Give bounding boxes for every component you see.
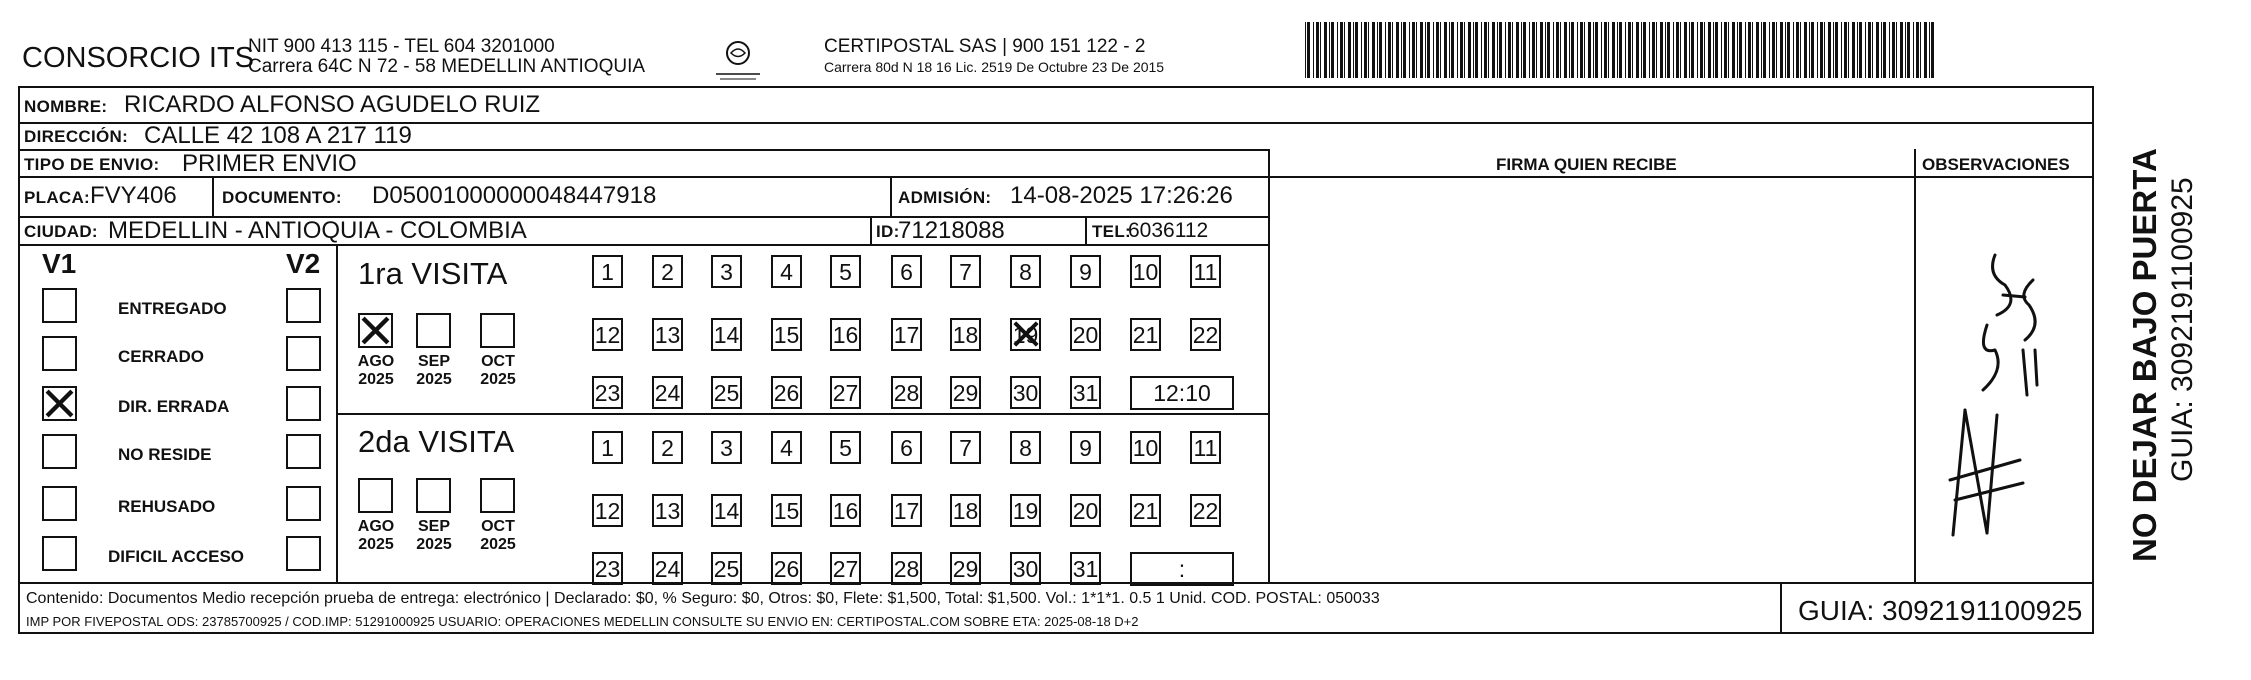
second-visit-day-box[interactable]: 15 bbox=[771, 494, 802, 527]
first-visit-title: 1ra VISITA bbox=[358, 256, 508, 291]
admision-value: 14-08-2025 17:26:26 bbox=[1010, 182, 1233, 209]
documento-label: DOCUMENTO: bbox=[222, 188, 342, 207]
carrier-name: CERTIPOSTAL SAS | 900 151 122 - 2 bbox=[824, 36, 1146, 57]
first-visit-day-box[interactable]: 29 bbox=[950, 376, 981, 409]
second-visit-day-box[interactable]: 19 bbox=[1010, 494, 1041, 527]
second-visit-month-label: OCT bbox=[481, 518, 515, 535]
first-visit-day-box[interactable]: 22 bbox=[1190, 318, 1221, 351]
check-mark-icon bbox=[1012, 320, 1040, 348]
placa-label: PLACA: bbox=[24, 188, 91, 207]
first-visit-day-box[interactable]: 27 bbox=[830, 376, 861, 409]
first-visit-day-box[interactable]: 31 bbox=[1070, 376, 1101, 409]
first-visit-month-checkbox[interactable] bbox=[416, 313, 451, 348]
v1-checkbox[interactable] bbox=[42, 486, 77, 521]
observaciones-header: OBSERVACIONES bbox=[1922, 155, 2070, 174]
second-visit-day-box[interactable]: 24 bbox=[652, 552, 683, 585]
second-visit-year-label: 2025 bbox=[480, 536, 516, 553]
second-visit-day-box[interactable]: 6 bbox=[891, 431, 922, 464]
second-visit-day-box[interactable]: 20 bbox=[1070, 494, 1101, 527]
first-visit-month-checkbox[interactable] bbox=[480, 313, 515, 348]
second-visit-day-box[interactable]: 1 bbox=[592, 431, 623, 464]
company-name: CONSORCIO ITS bbox=[22, 42, 255, 74]
footer-print-info: IMP POR FIVEPOSTAL ODS: 23785700925 / COD.IMP: 51291000925 USUARIO: OPERACIONES MEDELLIN CONSULTE SU ENVIO EN: CERTIPOSTAL.COM SOBRE ETA: 2025-08-18 D+2 bbox=[26, 614, 1139, 629]
status-label: DIFICIL ACCESO bbox=[108, 547, 245, 566]
second-visit-month-label: SEP bbox=[417, 518, 450, 535]
second-visit-time-box[interactable]: : bbox=[1130, 552, 1234, 586]
side-warning: NO DEJAR BAJO PUERTA bbox=[2126, 148, 2163, 562]
v1-checkbox[interactable] bbox=[42, 434, 77, 469]
barcode bbox=[1305, 22, 1940, 78]
first-visit-day-box[interactable]: 26 bbox=[771, 376, 802, 409]
placa-divider bbox=[212, 176, 214, 216]
status-label: ENTREGADO bbox=[118, 299, 227, 318]
first-visit-day-box[interactable]: 10 bbox=[1130, 255, 1161, 288]
v2-checkbox[interactable] bbox=[286, 434, 321, 469]
first-visit-day-box[interactable] bbox=[1010, 318, 1041, 351]
carrier-address: Carrera 80d N 18 16 Lic. 2519 De Octubre 23 De 2015 bbox=[824, 59, 1165, 75]
tel-label: TEL: bbox=[1092, 222, 1131, 241]
second-visit-day-box[interactable]: 10 bbox=[1130, 431, 1161, 464]
second-visit-day-box[interactable]: 13 bbox=[652, 494, 683, 527]
second-visit-day-box[interactable]: 17 bbox=[891, 494, 922, 527]
first-visit-day-box[interactable]: 14 bbox=[711, 318, 742, 351]
first-visit-day-box[interactable]: 12 bbox=[592, 318, 623, 351]
tel-value: 6036112 bbox=[1128, 219, 1209, 242]
documento-value: D05001000000048447918 bbox=[372, 182, 657, 209]
company-address: Carrera 64C N 72 - 58 MEDELLIN ANTIOQUIA bbox=[248, 56, 646, 77]
v1-checkbox[interactable] bbox=[42, 536, 77, 571]
first-visit-day-box[interactable]: 11 bbox=[1190, 255, 1221, 288]
first-visit-day-box[interactable]: 23 bbox=[592, 376, 623, 409]
second-visit-day-box[interactable]: 9 bbox=[1070, 431, 1101, 464]
first-visit-day-box[interactable]: 18 bbox=[950, 318, 981, 351]
second-visit-month-label: AGO bbox=[357, 518, 395, 535]
status-label: CERRADO bbox=[118, 347, 204, 366]
second-visit-month-checkbox[interactable] bbox=[416, 478, 451, 513]
placa-value: FVY406 bbox=[90, 182, 177, 209]
first-visit-month-checkbox[interactable] bbox=[358, 313, 393, 348]
second-visit-day-box[interactable]: 18 bbox=[950, 494, 981, 527]
first-visit-day-box[interactable]: 20 bbox=[1070, 318, 1101, 351]
ciudad-value: MEDELLIN - ANTIOQUIA - COLOMBIA bbox=[108, 217, 527, 244]
first-visit-day-box[interactable]: 9 bbox=[1070, 255, 1101, 288]
first-visit-day-box[interactable]: 25 bbox=[711, 376, 742, 409]
v1-checkbox[interactable] bbox=[42, 288, 77, 323]
second-visit-year-label: 2025 bbox=[358, 536, 394, 553]
second-visit-day-box[interactable]: 30 bbox=[1010, 552, 1041, 585]
handwritten-address-note bbox=[1925, 245, 2050, 545]
second-visit-day-box[interactable]: 25 bbox=[711, 552, 742, 585]
first-visit-day-box[interactable]: 30 bbox=[1010, 376, 1041, 409]
first-visit-day-box[interactable]: 7 bbox=[950, 255, 981, 288]
first-visit-day-box[interactable]: 4 bbox=[771, 255, 802, 288]
tipo-envio-value: PRIMER ENVIO bbox=[182, 150, 357, 177]
second-visit-day-box[interactable]: 2 bbox=[652, 431, 683, 464]
footer-contents: Contenido: Documentos Medio recepción prueba de entrega: electrónico | Declarado: $0, % Seguro: $0, Otros: $0, Flete: $1,500, Total: $1,500. Vol.: 1*1*1. 0.5 1 Unid. COD. POSTAL: 050033 bbox=[26, 590, 1380, 607]
first-visit-day-box[interactable]: 16 bbox=[830, 318, 861, 351]
v2-checkbox[interactable] bbox=[286, 486, 321, 521]
second-visit-month-checkbox[interactable] bbox=[358, 478, 393, 513]
certipostal-logo-icon bbox=[710, 36, 766, 86]
nombre-label: NOMBRE: bbox=[24, 97, 108, 116]
firma-header: FIRMA QUIEN RECIBE bbox=[1496, 155, 1677, 174]
v1-label: V1 bbox=[42, 248, 77, 279]
first-visit-year-label: 2025 bbox=[480, 371, 516, 388]
first-visit-day-box[interactable]: 15 bbox=[771, 318, 802, 351]
first-visit-day-box[interactable]: 2 bbox=[652, 255, 683, 288]
v2-checkbox[interactable] bbox=[286, 386, 321, 421]
status-label: DIR. ERRADA bbox=[118, 397, 230, 416]
second-visit-day-box[interactable]: 7 bbox=[950, 431, 981, 464]
second-visit-day-box[interactable]: 27 bbox=[830, 552, 861, 585]
first-visit-day-box[interactable]: 24 bbox=[652, 376, 683, 409]
first-visit-day-box[interactable]: 28 bbox=[891, 376, 922, 409]
v1-checkbox[interactable] bbox=[42, 386, 77, 421]
id-value: 71218088 bbox=[898, 217, 1005, 244]
first-visit-day-box[interactable]: 21 bbox=[1130, 318, 1161, 351]
second-visit-month-checkbox[interactable] bbox=[480, 478, 515, 513]
second-visit-day-box[interactable]: 8 bbox=[1010, 431, 1041, 464]
first-visit-year-label: 2025 bbox=[358, 371, 394, 388]
second-visit-day-box[interactable]: 11 bbox=[1190, 431, 1221, 464]
company-nit: NIT 900 413 115 - TEL 604 3201000 bbox=[248, 36, 555, 57]
second-visit-day-box[interactable]: 4 bbox=[771, 431, 802, 464]
second-visit-day-box[interactable]: 21 bbox=[1130, 494, 1161, 527]
second-visit-day-box[interactable]: 14 bbox=[711, 494, 742, 527]
direccion-value: CALLE 42 108 A 217 119 bbox=[144, 122, 412, 149]
second-visit-title: 2da VISITA bbox=[358, 424, 515, 459]
nombre-value: RICARDO ALFONSO AGUDELO RUIZ bbox=[124, 91, 541, 118]
second-visit-day-box[interactable]: 3 bbox=[711, 431, 742, 464]
first-visit-day-box[interactable]: 3 bbox=[711, 255, 742, 288]
first-visit-time-box[interactable]: 12:10 bbox=[1130, 376, 1234, 410]
v1-checkbox[interactable] bbox=[42, 336, 77, 371]
side-guia: GUIA: 3092191100925 bbox=[2166, 177, 2199, 482]
first-visit-month-label: AGO bbox=[357, 353, 395, 370]
second-visit-day-box[interactable]: 28 bbox=[891, 552, 922, 585]
ciudad-label: CIUDAD: bbox=[24, 222, 98, 241]
first-visit-day-box[interactable]: 6 bbox=[891, 255, 922, 288]
v2-checkbox[interactable] bbox=[286, 288, 321, 323]
first-visit-month-label: SEP bbox=[417, 353, 450, 370]
second-visit-day-box[interactable]: 16 bbox=[830, 494, 861, 527]
status-label: REHUSADO bbox=[118, 497, 216, 516]
first-visit-day-box[interactable]: 17 bbox=[891, 318, 922, 351]
direccion-label: DIRECCIÓN: bbox=[24, 127, 129, 146]
second-visit-day-box[interactable]: 26 bbox=[771, 552, 802, 585]
footer-guia: GUIA: 3092191100925 bbox=[1798, 595, 2083, 626]
day-number: 19 bbox=[1012, 322, 1039, 348]
first-visit-day-box[interactable]: 5 bbox=[830, 255, 861, 288]
first-visit-day-box[interactable]: 8 bbox=[1010, 255, 1041, 288]
v2-label: V2 bbox=[286, 248, 321, 279]
second-visit-day-box[interactable]: 22 bbox=[1190, 494, 1221, 527]
v2-checkbox[interactable] bbox=[286, 536, 321, 571]
first-visit-month-label: OCT bbox=[481, 353, 515, 370]
first-visit-day-box[interactable]: 13 bbox=[652, 318, 683, 351]
second-visit-year-label: 2025 bbox=[416, 536, 452, 553]
second-visit-day-box[interactable]: 31 bbox=[1070, 552, 1101, 585]
first-visit-year-label: 2025 bbox=[416, 371, 452, 388]
second-visit-day-box[interactable]: 5 bbox=[830, 431, 861, 464]
status-label: NO RESIDE bbox=[118, 445, 212, 464]
first-visit-day-box[interactable]: 1 bbox=[592, 255, 623, 288]
admision-label: ADMISIÓN: bbox=[898, 188, 992, 207]
second-visit-day-box[interactable]: 12 bbox=[592, 494, 623, 527]
tipo-envio-label: TIPO DE ENVIO: bbox=[24, 155, 160, 174]
second-visit-day-box[interactable]: 29 bbox=[950, 552, 981, 585]
second-visit-day-box[interactable]: 23 bbox=[592, 552, 623, 585]
id-label: ID: bbox=[876, 222, 900, 241]
v2-checkbox[interactable] bbox=[286, 336, 321, 371]
